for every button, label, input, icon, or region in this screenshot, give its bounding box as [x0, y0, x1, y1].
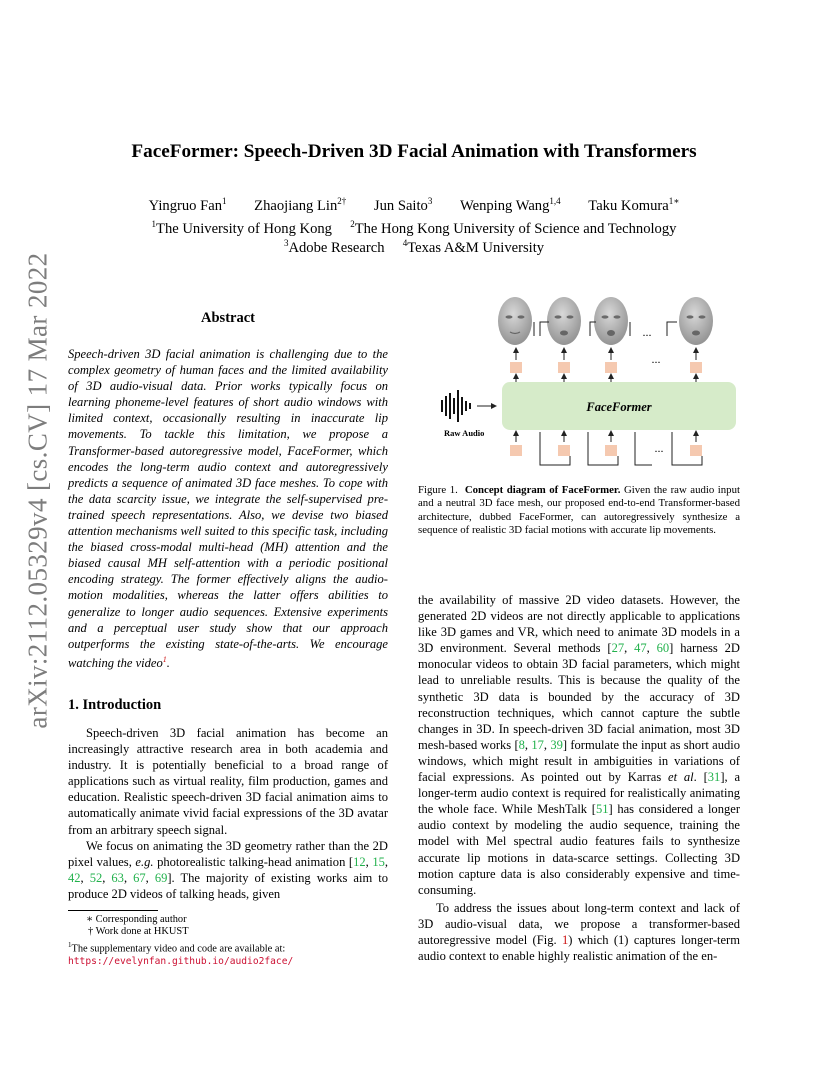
footnote: † Work done at HKUST: [88, 926, 189, 938]
paragraph: the availability of massive 2D video datasets. However, the generated 2D videos are not directly applicable to applications like 3D games and VR, which need to animate 3D models in a 3D environment. Several methods [27, 47, 60] harness 2D monocular videos to obtain 3D facial parameters, which might lead to unreliable results. This is because the quality of the synthetic 3D data is bounded by the accuracy of 3D reconstruction techniques, which cannot capture the subtle changes in 3D. In speech-driven 3D facial animation, most 3D mesh-based works [8, 17, 39] formulate the input as short audio windows, which might result in ambiguities in variations of facial expressions. As pointed out by Karras et al. [31], a longer-term audio context is required for realistically animating the whole face. While MeshTalk [51] has considered a longer audio context by modeling the audio sequence, training the model with Mel spectral audio features fails to synthesize accurate lip motions in data-scarce settings. Collecting 3D motion capture data is also considerably expensive and time-consuming.: [418, 593, 741, 897]
author: Yingruo Fan$^1$: [148, 196, 227, 214]
url-link[interactable]: https://evelynfan.github.io/audio2face/: [68, 955, 294, 967]
abstract-heading: Abstract: [201, 310, 255, 326]
footnote-rule: [68, 910, 158, 911]
author: Zhaojiang Lin$^{2\dagger}$: [254, 196, 347, 214]
citation-link[interactable]: 42: [68, 870, 81, 885]
faceformer-label: FaceFormer: [586, 400, 652, 414]
intro-text: [68, 725, 388, 902]
citation-link[interactable]: 8: [518, 737, 525, 752]
abstract-text: Speech-driven 3D facial animation is challenging due to the complex geometry of human faces and the limited availability of 3D audio-visual data. Prior works typically focus on learning phoneme-level features of short audio windows with limited context, occasionally resulting in inaccurate lip movements. To tackle this limitation, we propose a Transformer-based autoregressive model, FaceFormer, which encodes the long-term audio context and autoregressively predicts a sequence of animated 3D face meshes. To cope with the data scarcity issue, we integrate the self-supervised pre-trained speech representations. Also, we devise two biased attention mechanisms well suited to this specific task, including the biased cross-modal multi-head (MH) attention and the biased causal MH self-attention with a periodic positional encoding strategy. The former effectively aligns the audio-motion modalities, whereas the latter offers abilities to generalize to longer audio sequences. Extensive experiments and a perceptual user study show that our approach outperforms the existing state-of-the-arts. We encourage watching the video$^1$.: [68, 347, 388, 670]
citation-link[interactable]: 52: [89, 870, 103, 885]
footnote-link[interactable]: 1: [162, 654, 167, 664]
affiliations-line-2: $^3$Adobe Research $^4$Texas A&M University: [283, 238, 545, 256]
face-mesh-icon: [594, 297, 628, 345]
section-heading: 1. Introduction: [68, 697, 162, 713]
paragraph: Speech-driven 3D facial animation has become an increasingly attractive research area in both academia and industry. It is potentially beneficial to a broad range of applications such as virtual reality, film production, games and education. Realistic speech-driven 3D facial animation aims to automatically animate vivid facial expressions of the 3D avatar from an arbitrary speech signal.: [68, 726, 388, 837]
citation-link[interactable]: 67: [133, 870, 146, 885]
ellipsis-label: ...: [651, 352, 661, 366]
citation-link[interactable]: 31: [707, 770, 721, 785]
citation-link[interactable]: 69: [154, 870, 168, 885]
author-list: [60, 196, 768, 215]
footnote: $^1$The supplementary video and code are available at: https://evelynfan.github.io/audio2face/: [68, 940, 294, 967]
ellipsis-label: ...: [654, 441, 664, 455]
waveform-icon: [442, 390, 470, 422]
paragraph: To address the issues about long-term context and lack of 3D audio-visual data, we propose a transformer-based autoregressive model (Fig. 1) which (1) captures longer-term audio context to enable highly realistic animation of the en-: [418, 900, 740, 964]
affiliations-line-1: $^1$The University of Hong Kong $^2$The Hong Kong University of Science and Technology: [151, 219, 677, 237]
footnotes: [68, 914, 398, 968]
citation-link[interactable]: 39: [550, 737, 563, 752]
output-arrows: [516, 350, 696, 360]
input-token-arrows: [516, 433, 696, 442]
citation-link[interactable]: 15: [372, 854, 385, 869]
input-tokens: [510, 445, 702, 456]
body-right-column: [418, 592, 740, 964]
face-mesh-icon: [547, 297, 581, 345]
citation-link[interactable]: 17: [531, 737, 544, 752]
face-mesh-icon: [679, 297, 713, 345]
face-mesh-icon: [498, 297, 532, 345]
citation-link[interactable]: 12: [353, 854, 366, 869]
paragraph: We focus on animating the 3D geometry rather than the 2D pixel values, e.g. photorealistic talking-head animation [12, 15, 42, 52, 63, 67, 69]. The majority of existing works aim to produce 2D videos of talking heads, given: [68, 838, 388, 901]
citation-link[interactable]: 47: [634, 641, 647, 656]
output-tokens: [510, 362, 702, 373]
arxiv-side-label: arXiv:2112.05329v4 [cs.CV] 17 Mar 2022: [22, 251, 53, 729]
concept-diagram: [430, 290, 740, 470]
citation-link[interactable]: 27: [611, 641, 625, 656]
author: Wenping Wang$^{1,4}$: [460, 196, 561, 214]
author: Taku Komura$^{1∗}$: [588, 196, 680, 214]
author: Jun Saito$^3$: [373, 196, 433, 214]
figure-caption: Figure 1. Concept diagram of FaceFormer. Given the raw audio input and a neutral 3D face mesh, our proposed end-to-end Transformer-based architecture, dubbed FaceFormer, can autoregressively synthesize a sequence of realistic 3D facial motions with accurate lip movements.: [418, 484, 740, 537]
ellipsis-label: ...: [642, 325, 652, 339]
figure-link[interactable]: 1: [561, 932, 569, 947]
paper-title: FaceFormer: Speech-Driven 3D Facial Animation with Transformers: [131, 141, 697, 162]
citation-link[interactable]: 60: [656, 641, 670, 656]
raw-audio-label: Raw Audio: [444, 428, 485, 438]
citation-link[interactable]: 51: [595, 802, 609, 817]
citation-link[interactable]: 63: [111, 870, 124, 885]
footnote: ∗ Corresponding author: [86, 914, 187, 925]
